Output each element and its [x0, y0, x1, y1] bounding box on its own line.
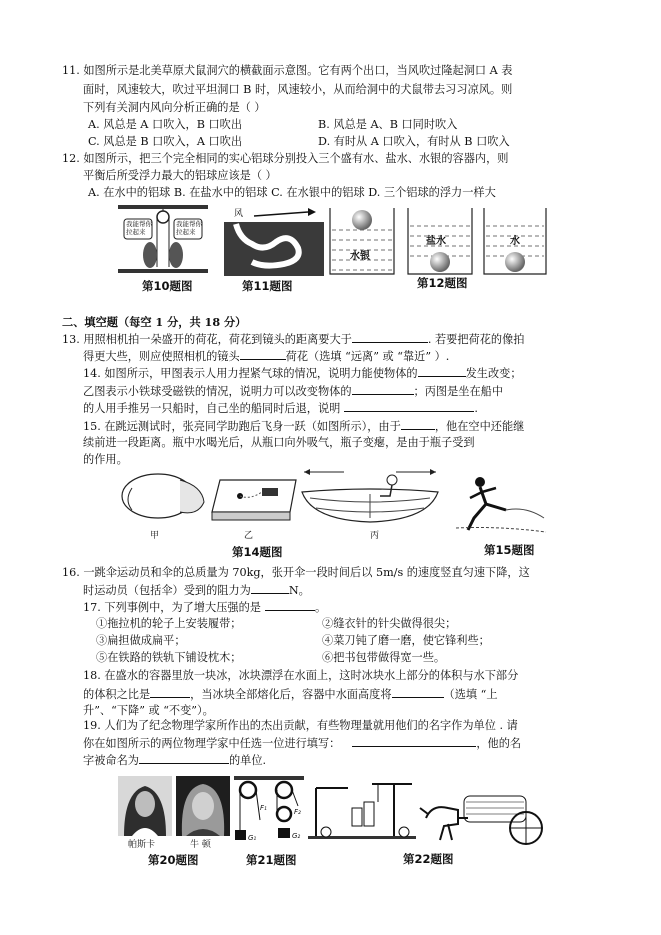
q17-option-1: ①拖拉机的轮子上安装履带；	[96, 617, 242, 630]
q13-line-1-text-b: . 若要把荷花的像拍	[427, 333, 525, 346]
q19-line-3-text-b: 的单位.	[228, 754, 267, 767]
q14-line-2-text-b: ；丙图是坐在船中	[413, 385, 504, 398]
q16-line-2	[83, 582, 310, 599]
q14-line-2-text-a: 乙图表示小铁球受磁铁的情况，说明力可以改变物体的	[83, 385, 352, 398]
q12-options: A. 在水中的铝球 B. 在盐水中的铝球 C. 在水银中的铝球 D. 三个铝球的浮力一样大	[88, 186, 496, 199]
q19-line-2	[83, 735, 521, 752]
figure-14-panel-yi-magnet	[210, 470, 300, 526]
figure-20-name-pascal: 帕斯卡	[128, 840, 156, 850]
figure-14-label-bing: 丙	[370, 531, 380, 541]
q11-line-2: 面时，风速较大，吹过平坦洞口 B 时，风速较小，从而给洞中的犬鼠带去习习凉风。则	[83, 83, 513, 96]
q12-line-2: 平衡后所受浮力最大的铝球应该是（ ）	[83, 169, 277, 182]
figure-12-caption: 第12题图	[417, 276, 468, 290]
q13-blank-2[interactable]	[240, 348, 286, 360]
q18-line-2-text-a: 的体积之比是	[83, 688, 151, 701]
figure-21-pulley-systems	[234, 776, 304, 846]
q15-line-1-text-b: ，他在空中还能继	[434, 420, 525, 433]
q11-line-3: 下列有关洞内风向分析正确的是（ ）	[83, 101, 266, 114]
q11-option-d: D. 有时从 A 口吹入，有时从 B 口吹入	[318, 135, 510, 148]
figure-20-caption: 第20题图	[148, 853, 199, 867]
figure-10-caption: 第10题图	[142, 279, 193, 293]
figure-12-mercury-label: 水银	[350, 251, 370, 262]
figure-21-g2-label: G₂	[292, 832, 301, 840]
q19-line-1: 19. 人们为了纪念物理学家所作出的杰出贡献，有些物理量就用他们的名字作为单位 . 请	[83, 719, 518, 732]
q16-line-2-text-a: 时运动员（包括伞）受到的阻力为	[83, 584, 251, 597]
figure-20-portrait-pascal	[118, 776, 172, 836]
q16-line-2-text-b: N。	[288, 584, 310, 597]
q17-option-3: ③扁担做成扁平；	[96, 634, 186, 647]
figure-14-caption: 第14题图	[232, 545, 283, 559]
figure-14-label-jia: 甲	[150, 531, 160, 541]
figure-11-wind-label: 风	[234, 209, 244, 219]
q18-line-2-text-c: （选填 “上	[443, 688, 498, 701]
q18-blank-1[interactable]	[150, 686, 190, 698]
figure-11-burrow-diagram	[224, 204, 324, 276]
q11-option-b: B. 风总是 A、B 口同时吹入	[318, 118, 458, 131]
q14-blank-3[interactable]	[344, 400, 474, 412]
q17-line-1-text-b: 。	[314, 601, 327, 614]
q13-line-1-text-a: 13. 用照相机拍一朵盛开的荷花，荷花到镜头的距离要大于	[62, 333, 352, 346]
q14-line-3: 的人用手推另一只船时，自己坐的船同时后退，说明 .	[83, 402, 478, 415]
figure-20-name-newton: 牛 顿	[190, 840, 211, 850]
q13-line-2-text-a: 得更大些，则应使照相机的镜头	[83, 350, 240, 363]
figure-22-caption: 第22题图	[403, 852, 454, 866]
figure-15-caption: 第15题图	[484, 543, 535, 557]
q18-line-2-text-b: ，当冰块全部熔化后，容器中水面高度将	[190, 688, 392, 701]
q17-option-6: ⑥把书包带做得宽一些。	[322, 651, 446, 664]
q14-line-2	[83, 383, 503, 400]
q14-line-1-text-a: 14. 如图所示，甲图表示人用力捏紧气球的情况，说明力能使物体的	[83, 367, 418, 380]
q17-line-1	[83, 599, 326, 616]
figure-11-caption: 第11题图	[242, 279, 293, 293]
q19-line-2-text-b: ，他的名	[476, 737, 522, 750]
q18-blank-2[interactable]	[392, 686, 444, 698]
q13-line-1	[62, 331, 524, 348]
q17-option-4: ④菜刀钝了磨一磨，使它锋利些；	[322, 634, 490, 647]
q11-option-c: C. 风总是 B 口吹入，A 口吹出	[88, 135, 243, 148]
q13-line-2	[83, 348, 449, 365]
q15-blank-1[interactable]	[401, 418, 435, 430]
q17-blank-1[interactable]	[265, 599, 315, 611]
q19-line-3	[83, 752, 266, 769]
q18-line-2	[83, 686, 498, 703]
q15-line-1-text-a: 15. 在跳远测试时，张亮同学助跑后飞身一跃（如图所示），由于	[83, 420, 401, 433]
q14-line-3-text: 的人用手推另一只船时，自己坐的船同时后退，说明	[83, 402, 341, 415]
q17-option-5: ⑤在铁路的铁轨下铺设枕木；	[96, 651, 242, 664]
figure-14-label-yi: 乙	[244, 531, 254, 541]
q16-line-1: 16. 一跳伞运动员和伞的总质量为 70kg，张开伞一段时间后以 5m/s 的速度竖直匀速下降，这	[62, 566, 530, 579]
figure-12-brine-label: 盐水	[426, 236, 446, 247]
q13-blank-1[interactable]	[352, 331, 428, 343]
q11-line-1: 11. 如图所示是北美草原犬鼠洞穴的横截面示意图。它有两个出口，当风吹过隆起洞口 A 表	[62, 64, 513, 77]
q15-line-1	[83, 418, 524, 435]
section-2-title: 二、填空题（每空 1 分，共 18 分）	[62, 315, 247, 329]
q15-line-3: 的作用。	[83, 453, 128, 466]
q18-line-1: 18. 在盛水的容器里放一块冰，冰块漂浮在水面上，这时冰块水上部分的体积与水下部分	[83, 669, 519, 682]
figure-21-g1-label: G₁	[248, 834, 257, 842]
figure-10-bubble-right: 我能帮你拉起来	[176, 220, 202, 236]
figure-22-crane-and-cart	[308, 774, 548, 848]
figure-21-f2-label: F₂	[294, 808, 301, 816]
q12-line-1: 12. 如图所示，把三个完全相同的实心铝球分别投入三个盛有水、盐水、水银的容器内，则	[62, 152, 509, 165]
figure-12-water-label: 水	[510, 236, 520, 247]
q16-blank-1[interactable]	[251, 582, 289, 594]
q19-blank-2[interactable]	[139, 752, 229, 764]
q11-option-a: A. 风总是 A 口吹入，B 口吹出	[88, 118, 243, 131]
q17-option-2: ②缝衣针的针尖做得很尖；	[322, 617, 457, 630]
figure-14-panel-jia-balloon	[118, 466, 210, 528]
figure-21-caption: 第21题图	[246, 853, 297, 867]
figure-15-long-jump	[450, 470, 550, 538]
q17-line-1-text-a: 17. 下列事例中，为了增大压强的是	[83, 601, 261, 614]
q19-line-3-text-a: 字被命名为	[83, 754, 139, 767]
q14-blank-2[interactable]	[352, 383, 414, 395]
figure-12-three-beakers	[328, 204, 548, 276]
q15-line-2: 续前进一段距离。瓶中水喝光后，从瓶口向外吸气，瓶子变瘪，是由于瓶子受到	[83, 436, 475, 449]
figure-14-panel-bing-boats	[300, 466, 440, 528]
q14-blank-1[interactable]	[418, 365, 466, 377]
q18-line-3: 升”、“下降” 或 “不变”）。	[83, 704, 214, 717]
q19-blank-1[interactable]	[352, 735, 476, 747]
q14-line-1	[83, 365, 522, 382]
figure-21-f1-label: F₁	[260, 804, 267, 812]
q13-line-2-text-b: 荷花（选填 “远离” 或 “靠近” ）.	[285, 350, 450, 363]
figure-10-bubble-left: 我能帮你拉起来	[126, 220, 152, 236]
figure-20-portrait-newton	[176, 776, 230, 836]
figure-10-pulley-illustration	[118, 205, 208, 275]
q19-line-2-text-a: 你在如图所示的两位物理学家中任选一位进行填写：	[83, 737, 341, 750]
q14-line-1-text-b: 发生改变；	[465, 367, 522, 380]
